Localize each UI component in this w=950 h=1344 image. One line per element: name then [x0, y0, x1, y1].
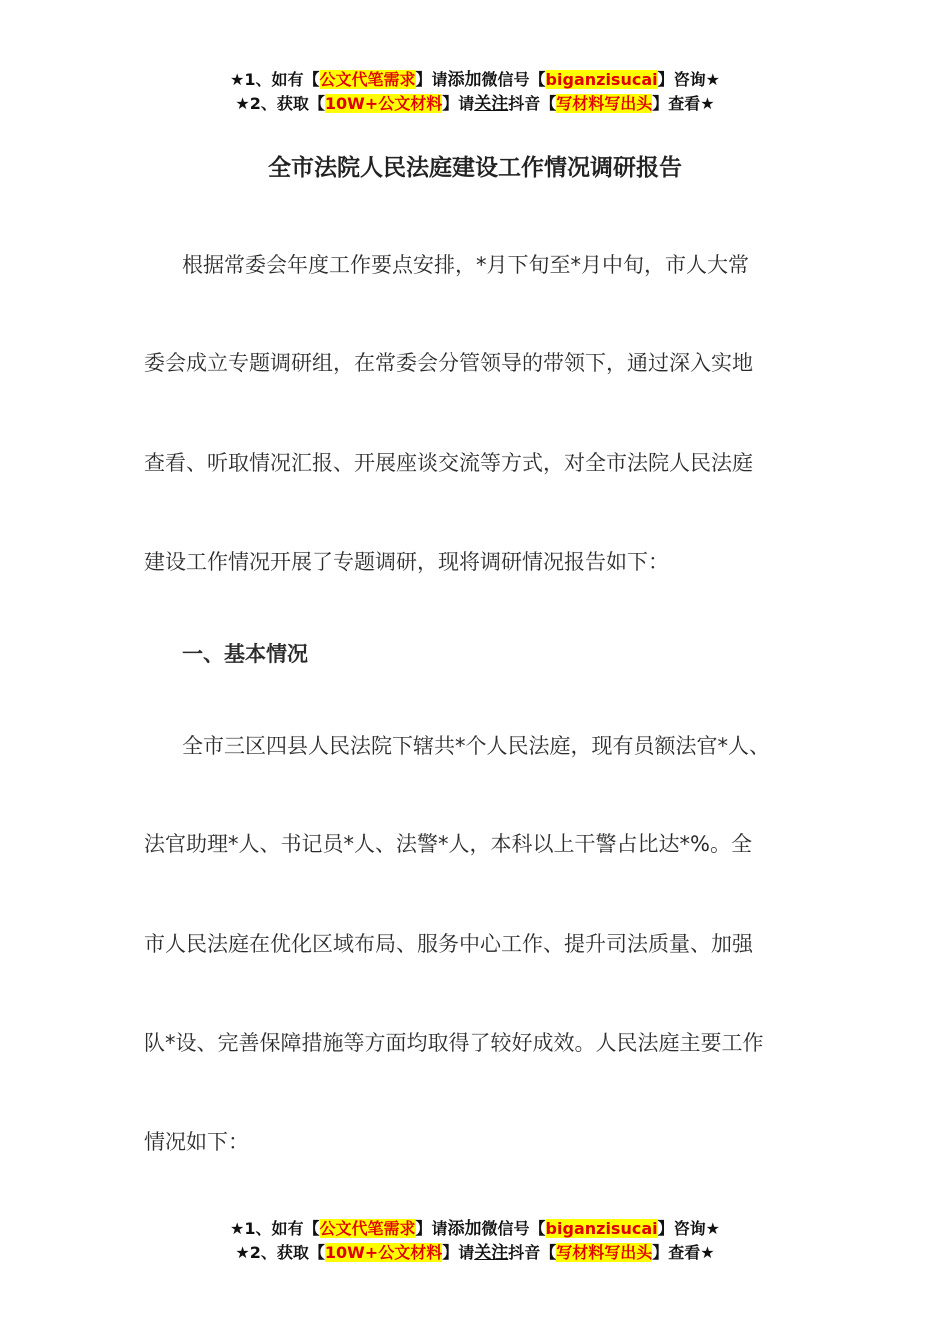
- paragraph-line: 根据常委会年度工作要点安排，*月下旬至*月中旬，市人大常: [182, 253, 749, 277]
- section-heading: 一、基本情况: [182, 642, 308, 666]
- paragraph-line: 全市三区四县人民法院下辖共*个人民法庭，现有员额法官*人、: [182, 734, 770, 758]
- paragraph-line: 队*设、完善保障措施等方面均取得了较好成效。人民法庭主要工作: [144, 1031, 764, 1055]
- promo-banner-bottom: [0, 1217, 950, 1265]
- paragraph-line: 查看、听取情况汇报、开展座谈交流等方式，对全市法院人民法庭: [144, 451, 753, 475]
- promo-line-2: ★2、获取【10W+公文材料】请关注抖音【写材料写出头】查看★: [235, 94, 715, 114]
- paragraph-line: 建设工作情况开展了专题调研，现将调研情况报告如下：: [144, 550, 669, 574]
- paragraph-line: 情况如下：: [144, 1130, 249, 1154]
- promo-banner-top: [0, 68, 950, 116]
- promo-line-1: ★1、如有【公文代笔需求】请添加微信号【biganzisucai】咨询★: [230, 1219, 720, 1239]
- promo-line-2: ★2、获取【10W+公文材料】请关注抖音【写材料写出头】查看★: [235, 1243, 715, 1263]
- paragraph-line: 法官助理*人、书记员*人、法警*人，本科以上干警占比达*%。全: [144, 832, 752, 856]
- promo-line-1: ★1、如有【公文代笔需求】请添加微信号【biganzisucai】咨询★: [230, 70, 720, 90]
- document-title: 全市法院人民法庭建设工作情况调研报告: [268, 155, 682, 181]
- paragraph-line: 委会成立专题调研组，在常委会分管领导的带领下，通过深入实地: [144, 351, 753, 375]
- paragraph-line: 市人民法庭在优化区域布局、服务中心工作、提升司法质量、加强: [144, 932, 753, 956]
